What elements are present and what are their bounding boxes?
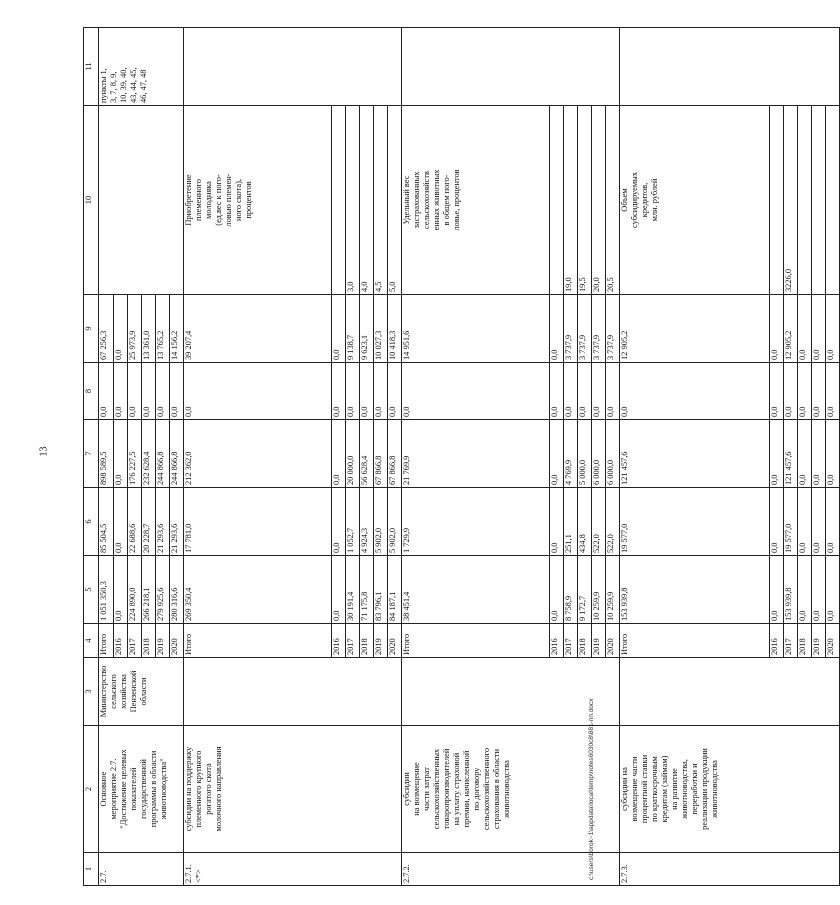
amount-cell: 14 951,6 (402, 295, 550, 363)
amount-cell: 0,0 (770, 488, 784, 556)
indicator-value: 3226,0 (784, 106, 798, 295)
amount-cell: 0,0 (784, 363, 798, 420)
subtotal-row (184, 28, 332, 886)
col-number: 5 (84, 556, 99, 624)
amount-cell: 232 628,4 (142, 420, 156, 488)
amount-cell: 67 866,8 (388, 420, 402, 488)
amount-cell: 6 000,0 (606, 420, 620, 488)
amount-cell: 121 457,6 (784, 420, 798, 488)
amount-cell: 17 781,0 (184, 488, 332, 556)
indicator-value: 19,0 (564, 106, 578, 295)
amount-cell: 6 000,0 (592, 420, 606, 488)
amount-cell: 0,0 (770, 420, 784, 488)
amount-cell: 0,0 (564, 363, 578, 420)
amount-cell: 0,0 (332, 295, 346, 363)
amount-cell: 0,0 (142, 363, 156, 420)
executor (620, 658, 840, 726)
amount-cell: 0,0 (114, 363, 128, 420)
amount-cell: 280 316,6 (170, 556, 184, 624)
indicator-cell (99, 106, 184, 295)
amount-cell: 10 418,3 (388, 295, 402, 363)
amount-cell: 176 227,5 (128, 420, 142, 488)
amount-cell: 0,0 (826, 420, 840, 488)
amount-cell: 0,0 (332, 556, 346, 624)
amount-cell: 9 138,7 (346, 295, 360, 363)
amount-cell: 0,0 (170, 363, 184, 420)
amount-cell: 522,0 (606, 488, 620, 556)
amount-cell: 3 737,9 (592, 295, 606, 363)
indicator-value: 19,5 (578, 106, 592, 295)
subtotal-row (402, 28, 550, 886)
amount-cell: 0,0 (114, 295, 128, 363)
amount-cell: 0,0 (332, 488, 346, 556)
amount-cell: 522,0 (592, 488, 606, 556)
amount-cell: 20 000,0 (346, 420, 360, 488)
indicator-refs (620, 28, 840, 106)
amount-cell: 0,0 (812, 420, 826, 488)
executor (402, 658, 620, 726)
year-cell: 2019 (156, 624, 170, 658)
amount-cell: 251,1 (564, 488, 578, 556)
col-number: 11 (84, 28, 99, 106)
amount-cell: 25 973,9 (128, 295, 142, 363)
amount-cell: 4 769,9 (564, 420, 578, 488)
amount-cell: 67 866,8 (374, 420, 388, 488)
event-name: субсидии на поддержку племенного крупного рогатого скота молочного направления (184, 726, 402, 853)
total-label: Итого (620, 624, 770, 658)
year-cell: 2019 (592, 624, 606, 658)
amount-cell: 19 577,0 (784, 488, 798, 556)
amount-cell: 21 293,6 (156, 488, 170, 556)
indicator-value (550, 106, 564, 295)
year-cell: 2016 (332, 624, 346, 658)
year-cell: 2018 (798, 624, 812, 658)
indicator-value (812, 106, 826, 295)
col-number: 9 (84, 295, 99, 363)
amount-cell: 3 737,9 (606, 295, 620, 363)
indicator-name: Удельный вес застрахованных сельскохозяйств енных животных в общем пого- ловье, процентов (402, 106, 550, 295)
col-number: 4 (84, 624, 99, 658)
amount-cell: 0,0 (606, 363, 620, 420)
year-cell: 2017 (346, 624, 360, 658)
amount-cell: 0,0 (770, 556, 784, 624)
row-number: 2.7.2. (402, 853, 620, 886)
amount-cell: 224 890,0 (128, 556, 142, 624)
indicator-value: 20,0 (592, 106, 606, 295)
total-label: Итого (402, 624, 550, 658)
col-number: 10 (84, 106, 99, 295)
amount-cell: 14 156,2 (170, 295, 184, 363)
col-number: 2 (84, 726, 99, 853)
amount-cell: 19 577,0 (620, 488, 770, 556)
col-number: 6 (84, 488, 99, 556)
amount-cell: 0,0 (826, 556, 840, 624)
program-table (83, 27, 840, 886)
amount-cell: 0,0 (156, 363, 170, 420)
row-number: 2.7.3. (620, 853, 840, 886)
indicator-value (770, 106, 784, 295)
amount-cell: 10 259,9 (592, 556, 606, 624)
amount-cell: 0,0 (114, 488, 128, 556)
indicator-name: Приобретение племенного молодняка (ед.вес к пого- ловью племен- ного скота), процентов (184, 106, 332, 295)
amount-cell: 13 361,0 (142, 295, 156, 363)
amount-cell: 244 866,8 (156, 420, 170, 488)
indicator-value (826, 106, 840, 295)
amount-cell: 0,0 (798, 363, 812, 420)
indicator-value: 5,0 (388, 106, 402, 295)
amount-cell: 434,8 (578, 488, 592, 556)
amount-cell: 0,0 (592, 363, 606, 420)
amount-cell: 0,0 (550, 363, 564, 420)
indicator-value (798, 106, 812, 295)
indicator-refs (184, 28, 402, 106)
amount-cell: 13 765,2 (156, 295, 170, 363)
amount-cell: 20 228,7 (142, 488, 156, 556)
amount-cell: 266 218,1 (142, 556, 156, 624)
amount-cell: 12 905,2 (784, 295, 798, 363)
year-cell: 2020 (388, 624, 402, 658)
amount-cell: 83 796,1 (374, 556, 388, 624)
amount-cell: 0,0 (578, 363, 592, 420)
footer-file-path: c:\users\borok~1\appdata\local\temp\notes6030c8\881-пп.docx (588, 698, 595, 880)
amount-cell: 0,0 (332, 363, 346, 420)
row-number: 2.7. (99, 853, 184, 886)
col-number: 8 (84, 363, 99, 420)
amount-cell: 0,0 (826, 295, 840, 363)
col-number: 7 (84, 420, 99, 488)
amount-cell: 71 175,8 (360, 556, 374, 624)
amount-cell: 0,0 (620, 363, 770, 420)
col-number: 3 (84, 658, 99, 726)
year-cell: 2019 (812, 624, 826, 658)
year-cell: 2016 (550, 624, 564, 658)
indicator-value: 3,0 (346, 106, 360, 295)
amount-cell: 0,0 (346, 363, 360, 420)
amount-cell: 39 207,4 (184, 295, 332, 363)
amount-cell: 3 737,9 (578, 295, 592, 363)
amount-cell: 0,0 (770, 363, 784, 420)
year-cell: 2018 (360, 624, 374, 658)
event-name: Основное мероприятие 2.7. "Достижение целевых показателей государственной программы в области животноводства" (99, 726, 184, 853)
amount-cell: 22 688,6 (128, 488, 142, 556)
amount-cell: 0,0 (184, 363, 332, 420)
amount-cell: 0,0 (798, 420, 812, 488)
indicator-refs: пункты 1, 3, 7, 8, 9, 10, 39, 40, 43, 44, 45, 46, 47, 48 (99, 28, 184, 106)
amount-cell: 0,0 (360, 363, 374, 420)
year-cell: 2020 (826, 624, 840, 658)
year-cell: 2016 (770, 624, 784, 658)
year-cell: 2020 (606, 624, 620, 658)
amount-cell: 1 729,9 (402, 488, 550, 556)
col-number: 1 (84, 853, 99, 886)
amount-cell: 3 737,9 (564, 295, 578, 363)
amount-cell: 153 939,8 (620, 556, 770, 624)
amount-cell: 0,0 (388, 363, 402, 420)
amount-cell: 269 350,4 (184, 556, 332, 624)
amount-cell: 0,0 (128, 363, 142, 420)
amount-cell: 10 027,3 (374, 295, 388, 363)
subtotal-row (620, 28, 770, 886)
amount-cell: 0,0 (770, 295, 784, 363)
indicator-value: 4,5 (374, 106, 388, 295)
indicator-name: Объем субсидируемых кредитов, млн. рублей (620, 106, 770, 295)
amount-cell: 0,0 (402, 363, 550, 420)
column-number-row (84, 28, 99, 886)
indicator-value: 4,0 (360, 106, 374, 295)
indicator-value (332, 106, 346, 295)
year-cell: 2017 (784, 624, 798, 658)
amount-cell: 5 902,0 (374, 488, 388, 556)
amount-cell: 0,0 (374, 363, 388, 420)
rotated-table-area (83, 28, 835, 886)
event-name: субсидии на возмещение части процентной ставки по краткосрочным кредитам (займам) на развитие животноводства, переработки и реализации продукции животноводства (620, 726, 840, 853)
total-label: Итого (99, 624, 114, 658)
amount-cell: 0,0 (812, 363, 826, 420)
amount-cell: 30 191,4 (346, 556, 360, 624)
amount-cell: 21 769,9 (402, 420, 550, 488)
year-cell: 2016 (114, 624, 128, 658)
amount-cell: 84 187,1 (388, 556, 402, 624)
amount-cell: 8 758,9 (564, 556, 578, 624)
page-number: 13 (38, 446, 50, 457)
year-cell: 2020 (170, 624, 184, 658)
amount-cell: 212 362,0 (184, 420, 332, 488)
row-number: 2.7.1. <*> (184, 853, 402, 886)
amount-cell: 1 052,7 (346, 488, 360, 556)
amount-cell: 0,0 (826, 363, 840, 420)
amount-cell: 244 866,8 (170, 420, 184, 488)
amount-cell: 0,0 (812, 556, 826, 624)
amount-cell: 4 924,3 (360, 488, 374, 556)
amount-cell: 9 623,1 (360, 295, 374, 363)
amount-cell: 0,0 (114, 556, 128, 624)
amount-cell: 67 256,3 (99, 295, 114, 363)
year-cell: 2017 (564, 624, 578, 658)
table-row (99, 28, 114, 886)
amount-cell: 0,0 (332, 420, 346, 488)
event-name: субсидии на возмещение части затрат сельскохозяйственных товаропроизводителей на уплату страховой премии, начисленной по договору сельскохозяйственного страхования в области животноводства (402, 726, 620, 853)
amount-cell: 153 939,8 (784, 556, 798, 624)
amount-cell: 0,0 (798, 295, 812, 363)
year-cell: 2019 (374, 624, 388, 658)
amount-cell: 0,0 (550, 556, 564, 624)
indicator-value: 20,5 (606, 106, 620, 295)
amount-cell: 0,0 (550, 420, 564, 488)
amount-cell: 5 000,0 (578, 420, 592, 488)
table-body (84, 28, 840, 886)
amount-cell: 38 451,4 (402, 556, 550, 624)
amount-cell: 10 259,9 (606, 556, 620, 624)
amount-cell: 0,0 (114, 420, 128, 488)
amount-cell: 0,0 (550, 295, 564, 363)
executor (184, 658, 402, 726)
amount-cell: 12 905,2 (620, 295, 770, 363)
amount-cell: 85 504,5 (99, 488, 114, 556)
year-cell: 2018 (578, 624, 592, 658)
amount-cell: 0,0 (798, 556, 812, 624)
amount-cell: 121 457,6 (620, 420, 770, 488)
amount-cell: 279 925,6 (156, 556, 170, 624)
amount-cell: 56 628,4 (360, 420, 374, 488)
executor: Министерство сельского хозяйства Пензенской области (99, 658, 184, 726)
amount-cell: 21 293,6 (170, 488, 184, 556)
amount-cell: 0,0 (798, 488, 812, 556)
amount-cell: 5 902,0 (388, 488, 402, 556)
amount-cell: 9 172,7 (578, 556, 592, 624)
amount-cell: 0,0 (550, 488, 564, 556)
total-label: Итого (184, 624, 332, 658)
indicator-refs (402, 28, 620, 106)
amount-cell: 898 589,5 (99, 420, 114, 488)
amount-cell: 1 051 350,3 (99, 556, 114, 624)
year-cell: 2017 (128, 624, 142, 658)
amount-cell: 0,0 (812, 488, 826, 556)
year-cell: 2018 (142, 624, 156, 658)
amount-cell: 0,0 (826, 488, 840, 556)
amount-cell: 0,0 (812, 295, 826, 363)
amount-cell: 0,0 (99, 363, 114, 420)
